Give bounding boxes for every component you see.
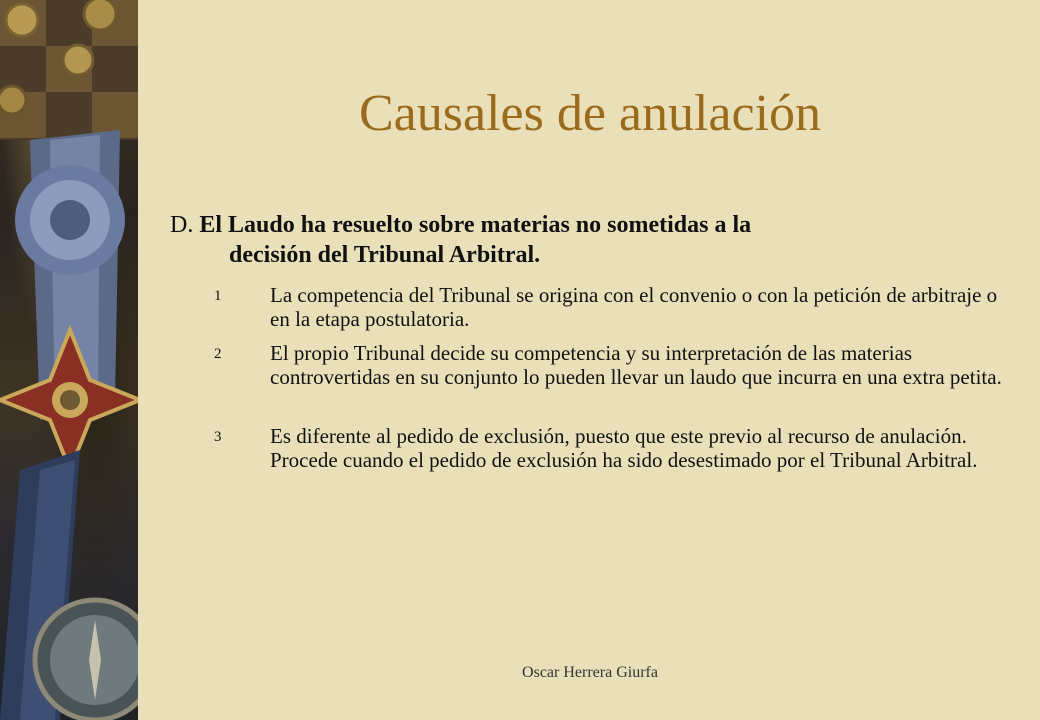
decorative-medal-image bbox=[0, 0, 138, 720]
list-item-number: 1 bbox=[214, 288, 222, 304]
checkerboard-graphic bbox=[0, 0, 138, 140]
main-point-label: D. bbox=[170, 212, 200, 238]
list-item-text: La competencia del Tribunal se origina con el convenio o con la petición de arbitraje o en la etapa postulatoria. bbox=[270, 283, 998, 331]
list-item bbox=[214, 424, 1014, 472]
main-point bbox=[170, 210, 990, 270]
main-point-text-line2: decisión del Tribunal Arbitral. bbox=[229, 242, 541, 268]
compass-graphic bbox=[35, 600, 138, 720]
list-item bbox=[214, 341, 1014, 389]
cross-medal-graphic bbox=[0, 330, 138, 470]
footer-author: Oscar Herrera Giurfa bbox=[522, 664, 658, 681]
main-point-text-line1: El Laudo ha resuelto sobre materias no sometidas a la bbox=[199, 212, 752, 238]
list-item-text: El propio Tribunal decide su competencia y su interpretación de las materias controvertidas en su conjunto lo pueden llevar un laudo que incurra en una extra petita. bbox=[270, 341, 1002, 389]
list-item-number: 2 bbox=[214, 346, 222, 362]
list-item-number: 3 bbox=[214, 429, 222, 445]
list-item bbox=[214, 283, 1014, 331]
list-item-text: Es diferente al pedido de exclusión, puesto que este previo al recurso de anulación. Procede cuando el pedido de exclusión ha sido desestimado por el Tribunal Arbitral. bbox=[270, 424, 978, 472]
slide-title: Causales de anulación bbox=[358, 85, 822, 142]
